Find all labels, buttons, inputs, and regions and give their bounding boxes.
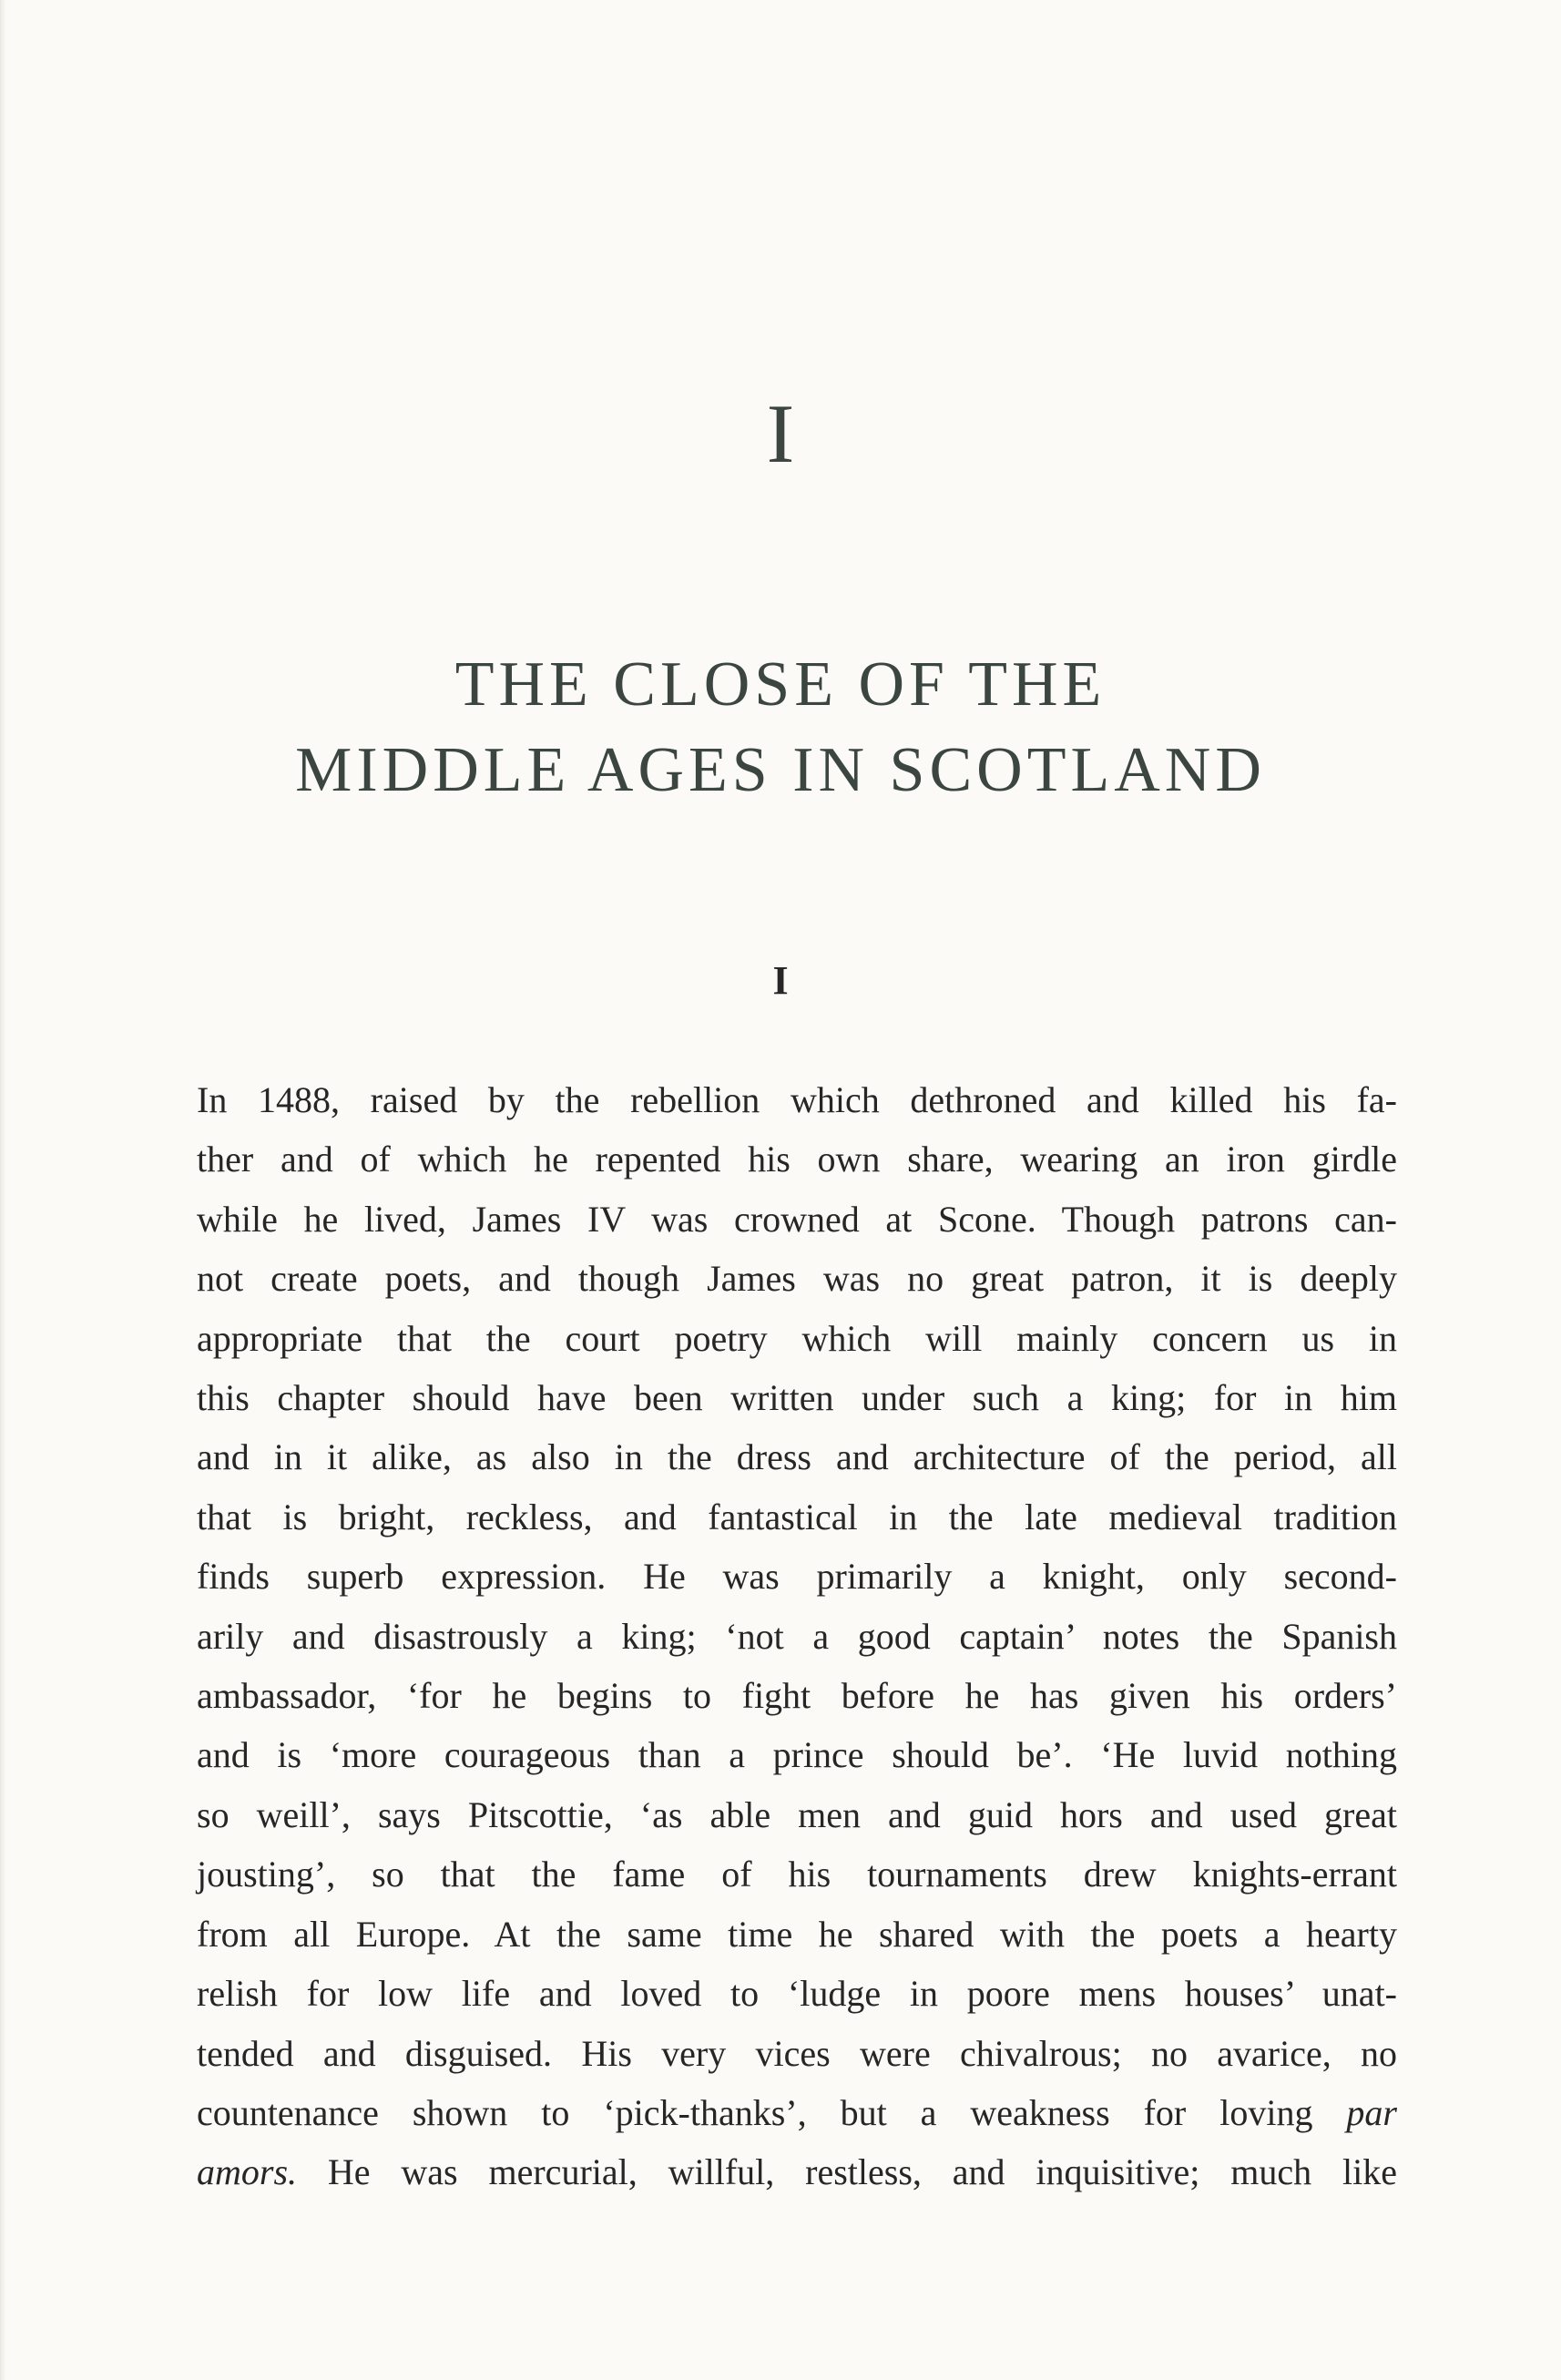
- text-line: arily and disastrously a king; ‘not a good captain’ notes the Spanish: [197, 1615, 1397, 1657]
- italic-word: par: [1346, 2091, 1397, 2133]
- text-line: finds superb expression. He was primarily a knight, only second-: [197, 1556, 1397, 1598]
- text-line: not create poets, and though James was no great patron, it is deeply: [197, 1258, 1397, 1300]
- text-line: this chapter should have been written under such a king; for in him: [197, 1377, 1397, 1419]
- text-line-with-italic: [197, 2083, 1397, 2142]
- chapter-number: I: [766, 387, 795, 480]
- text-line: tended and disguised. His very vices were chivalrous; no avarice, no: [197, 2032, 1397, 2074]
- text-line: that is bright, reckless, and fantastical in the late medieval tradition: [197, 1496, 1397, 1537]
- italic-word: amors.: [197, 2151, 298, 2193]
- text-line: while he lived, James IV was crowned at Scone. Though patrons can-: [197, 1198, 1397, 1240]
- text-line: ambassador, ‘for he begins to fight before he has given his orders’: [197, 1675, 1397, 1717]
- text-line: from all Europe. At the same time he shared with the poets a hearty: [197, 1913, 1397, 1955]
- page-edge-shadow: [0, 0, 5, 2380]
- chapter-title-line-2: MIDDLE AGES IN SCOTLAND: [295, 735, 1266, 805]
- section-number: I: [772, 958, 789, 1003]
- text-line: so weill’, says Pitscottie, ‘as able men and guid hors and used great: [197, 1793, 1397, 1835]
- chapter-title: [0, 642, 1561, 813]
- text-line: In 1488, raised by the rebellion which dethroned and killed his fa-: [197, 1079, 1397, 1120]
- text-line-with-italic: [197, 2142, 1397, 2201]
- text-line: relish for low life and loved to ‘ludge in poore mens houses’ unat-: [197, 1973, 1397, 2015]
- text-segment: He was mercurial, willful, restless, and inquisitive; much like: [297, 2151, 1397, 2193]
- body-paragraph: [197, 1070, 1397, 2202]
- text-line: jousting’, so that the fame of his tournaments drew knights-errant: [197, 1854, 1397, 1895]
- chapter-title-line-1: THE CLOSE OF THE: [454, 649, 1107, 720]
- text-line: ther and of which he repented his own share, wearing an iron girdle: [197, 1139, 1397, 1180]
- text-segment: countenance shown to ‘pick-thanks’, but a weakness for loving: [197, 2091, 1313, 2133]
- text-line: and in it alike, as also in the dress and architecture of the period, all: [197, 1436, 1397, 1478]
- text-line: appropriate that the court poetry which will mainly concern us in: [197, 1317, 1397, 1359]
- text-line: and is ‘more courageous than a prince should be’. ‘He luvid nothing: [197, 1734, 1397, 1776]
